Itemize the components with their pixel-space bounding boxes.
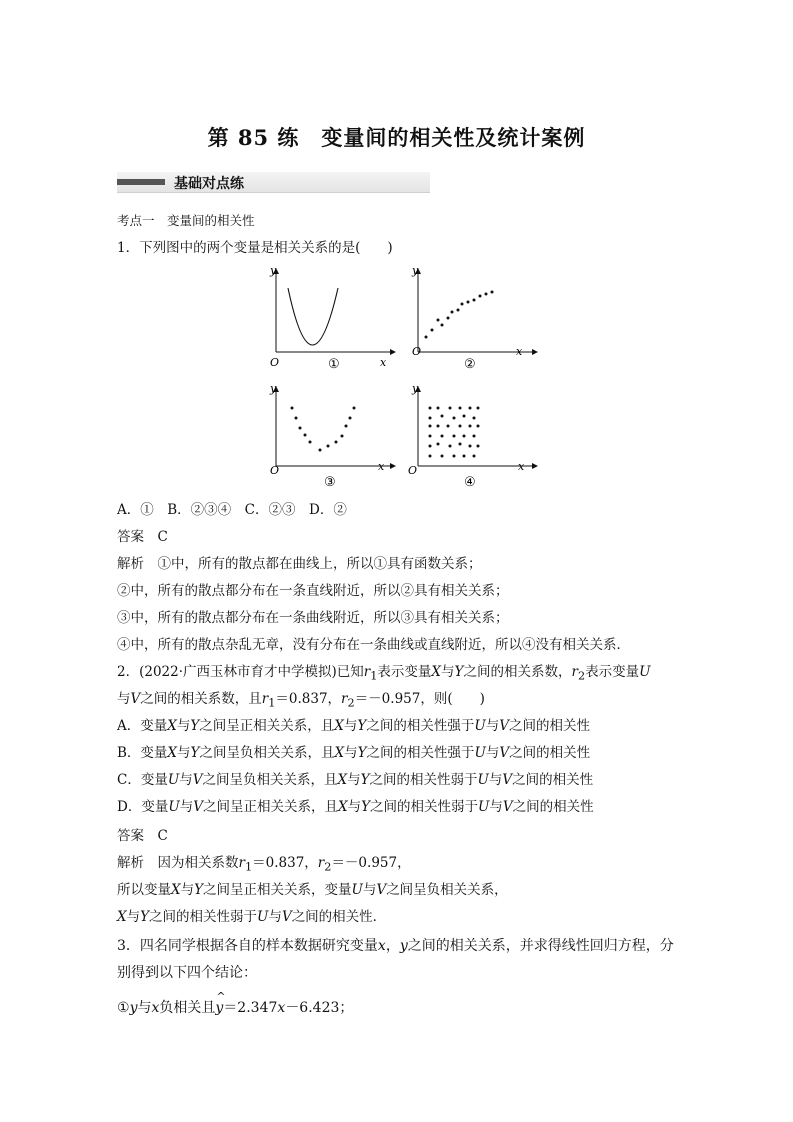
x-axis-label: x xyxy=(378,460,385,473)
q2-analysis-3: X与Y之间的相关性弱于U与V之间的相关性． xyxy=(117,909,387,925)
var-r: r xyxy=(571,664,578,680)
q1-options: A．① B．②③④ C．②③ D．② xyxy=(117,502,347,518)
q2-stem-text: ＝0.837， xyxy=(275,691,342,707)
section-marker xyxy=(117,179,165,185)
answer-label: 答案 xyxy=(117,828,144,844)
q2-stem-text: 之间的相关系数，且 xyxy=(140,691,262,707)
y-axis-label: y xyxy=(270,382,277,395)
answer-label: 答案 xyxy=(117,529,144,545)
figure-2 xyxy=(404,262,544,372)
q1-analysis-2: ②中，所有的散点都分布在一条直线附近，所以②具有相关关系； xyxy=(117,583,509,599)
sub-1: 1 xyxy=(268,696,276,710)
figure-3 xyxy=(262,380,402,490)
q3-stem-line-1: 3．四名同学根据各自的样本数据研究变量x，y之间的相关关系，并求得线性回归方程，分 xyxy=(117,938,674,954)
sub-1: 1 xyxy=(370,669,378,683)
q2-stem-text: ＝－0.957，则( ) xyxy=(354,691,485,707)
q2-option-d: D．变量U与V之间呈正相关关系，且X与Y之间的相关性弱于U与V之间的相关性 xyxy=(117,799,594,815)
q2-stem-text: 表示变量 xyxy=(377,664,432,680)
q2-stem-line-1 xyxy=(117,662,651,687)
q2-stem-text: 2．(2022·广西玉林市育才中学模拟)已知 xyxy=(117,664,364,680)
figure-4-label: ④ xyxy=(464,475,476,490)
q1-answer xyxy=(117,527,168,547)
q2-stem-text: 与 xyxy=(117,691,131,707)
q2-stem-text: 与 xyxy=(441,664,455,680)
analysis-label: 解析 xyxy=(117,556,144,572)
q3-stem-line-2: 别得到以下四个结论： xyxy=(117,965,257,981)
q2-option-c: C．变量U与V之间呈负相关关系，且X与Y之间的相关性弱于U与V之间的相关性 xyxy=(117,772,594,788)
answer-value: C xyxy=(157,529,168,545)
page-title: 第 85 练 变量间的相关性及统计案例 xyxy=(207,125,586,150)
figure-1 xyxy=(262,262,402,372)
figure-1-label: ① xyxy=(328,357,340,372)
section-label: 基础对点练 xyxy=(174,176,244,192)
analysis-label: 解析 xyxy=(117,855,144,871)
sub-2: 2 xyxy=(577,669,586,683)
answer-value: C xyxy=(157,828,168,844)
var-x: X xyxy=(431,664,442,680)
origin-label: O xyxy=(270,464,280,477)
q1-stem: 1．下列图中的两个变量是相关关系的是( ) xyxy=(117,240,393,256)
figure-2-label: ② xyxy=(464,357,476,372)
figure-3-label: ③ xyxy=(324,475,336,490)
var-y: Y xyxy=(454,664,464,680)
x-axis-label: x xyxy=(518,460,525,473)
origin-label: O xyxy=(412,345,422,358)
analysis-text: ①中，所有的散点都在曲线上，所以①具有函数关系； xyxy=(157,556,482,572)
q2-option-a: A．变量X与Y之间呈正相关关系，且X与Y之间的相关性强于U与V之间的相关性 xyxy=(117,718,590,734)
q2-stem-text: 之间的相关系数， xyxy=(463,664,572,680)
y-axis-label: y xyxy=(412,382,419,395)
x-axis-label: x xyxy=(380,356,387,369)
q2-stem-text: 表示变量 xyxy=(585,664,640,680)
origin-label: O xyxy=(270,356,280,369)
q1-analysis-4: ④中，所有的散点杂乱无章，没有分布在一条曲线或直线附近，所以④没有相关关系． xyxy=(117,637,630,653)
sub-2: 2 xyxy=(347,696,355,710)
q2-analysis-2: 所以变量X与Y之间呈正相关关系，变量U与V之间呈负相关关系， xyxy=(117,882,508,898)
figure-4 xyxy=(404,380,544,490)
section-header xyxy=(117,172,430,193)
var-u: U xyxy=(639,664,651,680)
q1-analysis-1 xyxy=(117,554,482,574)
var-r: r xyxy=(363,664,371,680)
x-axis-label: x xyxy=(516,345,523,358)
y-axis-label: y xyxy=(412,264,419,277)
topic-heading: 考点一 变量间的相关性 xyxy=(117,213,255,228)
q2-stem-line-2 xyxy=(117,689,485,714)
q2-answer xyxy=(117,826,168,846)
y-axis-label: y xyxy=(270,264,277,277)
q3-item-1: ①y与x负相关且^ y＝2.347x－6.423； xyxy=(117,998,353,1018)
q2-analysis-1: 解析 因为相关系数$r_1=0.837$，$r_2=-0.957$， xyxy=(117,855,411,874)
q1-analysis-3: ③中，所有的散点都分布在一条曲线附近，所以③具有相关关系； xyxy=(117,610,509,626)
origin-label: O xyxy=(408,464,418,477)
q2-option-b: B．变量X与Y之间呈负相关关系，且X与Y之间的相关性强于U与V之间的相关性 xyxy=(117,745,591,761)
var-r: r xyxy=(341,691,348,707)
var-r: r xyxy=(261,691,269,707)
var-v: V xyxy=(130,691,141,707)
